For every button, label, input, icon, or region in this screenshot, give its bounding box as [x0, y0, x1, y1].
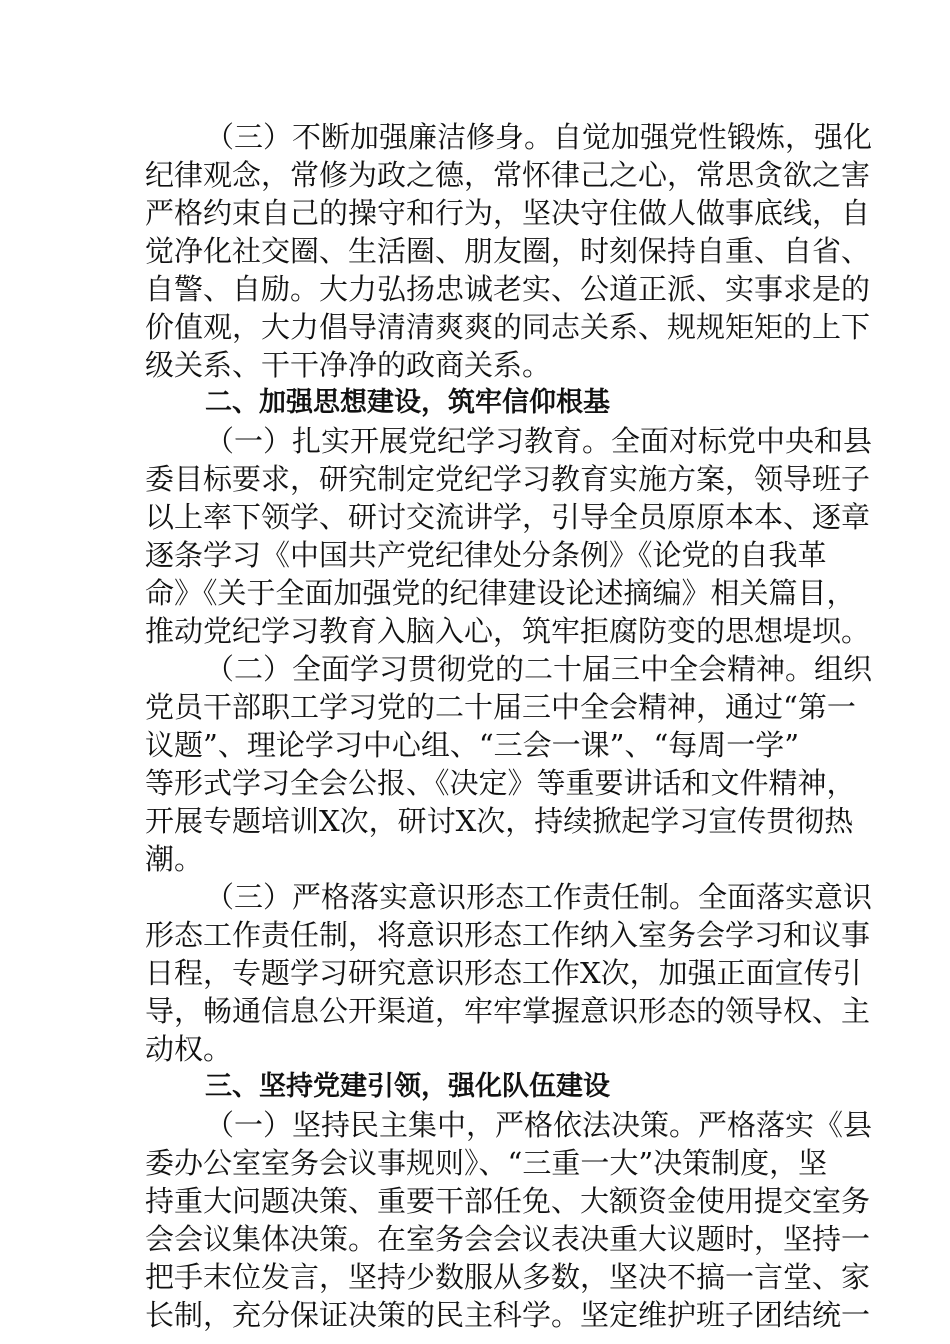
body-line: 日程，专题学习研究意识形态工作X次，加强正面宣传引 [145, 956, 862, 990]
body-line: 把手末位发言，坚持少数服从多数，坚决不搞一言堂、家 [145, 1260, 871, 1294]
subheading-lead: （三）不断加强廉洁修身。 [205, 120, 554, 154]
body-line: 动权。 [145, 1032, 233, 1066]
subheading-lead: （二）全面学习贯彻党的二十届三中全会精神。 [205, 652, 815, 686]
body-line: 推动党纪学习教育入脑入心，筑牢拒腐防变的思想堤坝。 [145, 614, 871, 648]
section-2-3-first-line [205, 877, 872, 917]
subheading-lead: （一）扎实开展党纪学习教育。 [205, 424, 612, 458]
body-line: 委目标要求，研究制定党纪学习教育实施方案，领导班子 [145, 462, 871, 496]
section-3-1-first-line [205, 1105, 872, 1145]
body-line: 严格约束自己的操守和行为，坚决守住做人做事底线，自 [145, 196, 871, 230]
subheading-lead: （三）严格落实意识形态工作责任制。 [205, 880, 699, 914]
body-line: 形态工作责任制，将意识形态工作纳入室务会学习和议事 [145, 918, 871, 952]
body-line: 级关系、干干净净的政商关系。 [145, 348, 552, 382]
section-heading-3: 三、坚持党建引领，强化队伍建设 [205, 1071, 610, 1102]
body-line: 逐条学习《中国共产党纪律处分条例》《论党的自我革 [145, 538, 827, 572]
body-line: 命》《关于全面加强党的纪律建设论述摘编》相关篇目， [145, 576, 856, 610]
section-2-1-first-line [205, 421, 872, 461]
body-line: 以上率下领学、研讨交流讲学，引导全员原原本本、逐章 [145, 500, 871, 534]
section-3-3-first-line [205, 117, 872, 157]
body-line: 等形式学习全会公报、《决定》等重要讲话和文件精神， [145, 766, 856, 800]
body-line: 委办公室室务会议事规则》、“三重一大”决策制度，坚 [145, 1146, 828, 1180]
section-heading-2: 二、加强思想建设，筑牢信仰根基 [205, 387, 610, 418]
body-line: 自警、自励。大力弘扬忠诚老实、公道正派、实事求是的 [145, 272, 871, 306]
line-text: 严格落实《县 [698, 1108, 873, 1142]
body-line: 持重大问题决策、重要干部任免、大额资金使用提交室务 [145, 1184, 871, 1218]
section-2-2-first-line [205, 649, 872, 689]
line-text: 全面落实意识 [698, 880, 873, 914]
body-line: 导，畅通信息公开渠道，牢牢掌握意识形态的领导权、主 [145, 994, 871, 1028]
body-line: 价值观，大力倡导清清爽爽的同志关系、规规矩矩的上下 [145, 310, 871, 344]
body-line: 会会议集体决策。在室务会会议表决重大议题时，坚持一 [145, 1222, 871, 1256]
body-line: 长制，充分保证决策的民主科学。坚定维护班子团结统一 [145, 1298, 871, 1332]
subheading-lead: （一）坚持民主集中，严格依法决策。 [205, 1108, 699, 1142]
body-line: 开展专题培训X次，研讨X次，持续掀起学习宣传贯彻热 [145, 804, 854, 838]
line-text: 组织 [814, 652, 873, 686]
line-text: 自觉加强党性锻炼，强化 [553, 120, 873, 154]
body-line: 潮。 [145, 842, 204, 876]
body-line: 党员干部职工学习党的二十届三中全会精神，通过“第一 [145, 690, 856, 724]
body-line: 纪律观念，常修为政之德，常怀律己之心，常思贪欲之害 [145, 158, 871, 192]
line-text: 全面对标党中央和县 [611, 424, 873, 458]
body-line: 觉净化社交圈、生活圈、朋友圈，时刻保持自重、自省、 [145, 234, 871, 268]
body-line: 议题”、理论学习中心组、“三会一课”、“每周一学” [145, 728, 800, 762]
